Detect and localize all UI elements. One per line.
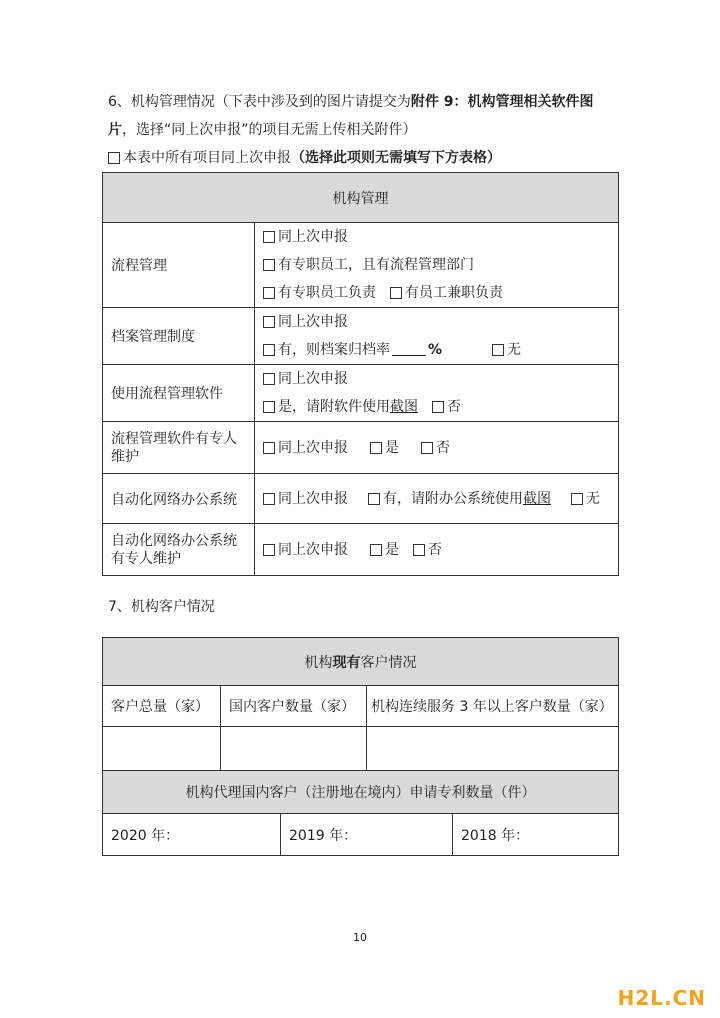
checkbox[interactable] (390, 287, 402, 299)
archive-rate-blank[interactable] (392, 355, 426, 356)
row-label-archive: 档案管理制度 (103, 308, 255, 365)
checkbox[interactable] (263, 231, 275, 243)
all-same-checkbox[interactable] (108, 152, 120, 164)
option-label: 无 (507, 342, 522, 358)
option-label: 同上次申报 (278, 371, 348, 387)
checkbox[interactable] (263, 316, 275, 328)
page-number: 10 (353, 931, 367, 944)
section-6-text: 6、机构管理情况（下表中涉及到的图片请提交为 (108, 94, 411, 110)
checkbox[interactable] (263, 442, 275, 454)
all-same-note: （选择此项则无需填写下方表格） (291, 150, 501, 166)
option-label: 同上次申报 (278, 439, 348, 456)
long-term-clients-value[interactable] (367, 727, 619, 771)
checkbox[interactable] (263, 287, 275, 299)
watermark-logo: H2L.CN (617, 986, 706, 1010)
total-clients-value[interactable] (103, 727, 221, 771)
row-options-process-software (255, 365, 619, 422)
section-6-line-1 (108, 88, 628, 116)
row-label-process-software: 使用流程管理软件 (103, 365, 255, 422)
option-label: 是 (385, 439, 399, 456)
option-label: 否 (436, 439, 450, 456)
attachment-ref-bold: 附件 9：机构管理相关软件图 (410, 94, 594, 110)
checkbox[interactable] (263, 493, 275, 505)
label-line: 有专人维护 (111, 550, 181, 567)
header-text: 机构 (304, 654, 333, 671)
row-label-oa-system: 自动化网络办公系统 (103, 474, 255, 524)
col-total-clients: 客户总量（家） (103, 686, 221, 727)
option-label: 有员工兼职负责 (405, 285, 503, 301)
patent-count-header: 机构代理国内客户（注册地在境内）申请专利数量（件） (103, 771, 619, 814)
checkbox[interactable] (492, 344, 504, 356)
attachment-ref-bold-cont: 片 (108, 122, 122, 138)
header-text: 客户情况 (360, 654, 417, 671)
option-label: 同上次申报 (278, 490, 348, 507)
option-label: 是 (385, 541, 399, 558)
domestic-clients-value[interactable] (221, 727, 367, 771)
col-long-term-clients: 机构连续服务 3 年以上客户数量（家） (367, 686, 619, 727)
row-options-software-maint (255, 422, 619, 474)
option-label: 有专职员工负责 (278, 285, 376, 301)
label-line: 自动化网络办公系统 (111, 532, 237, 549)
row-options-process-mgmt (255, 223, 619, 308)
header-text-bold: 现有 (332, 654, 361, 671)
row-label-software-maint (103, 422, 255, 474)
checkbox[interactable] (263, 373, 275, 385)
option-label: 同上次申报 (278, 541, 348, 558)
row-options-oa-system (255, 474, 619, 524)
table-header: 机构管理 (103, 173, 619, 223)
option-label: 否 (428, 541, 442, 558)
checkbox[interactable] (421, 442, 433, 454)
option-label: 同上次申报 (278, 314, 348, 330)
year-2019-cell[interactable]: 2019 年： (281, 814, 453, 856)
client-table (102, 637, 619, 856)
checkbox[interactable] (432, 401, 444, 413)
checkbox[interactable] (368, 493, 380, 505)
section-6-note: ，选择“同上次申报”的项目无需上传相关附件） (122, 122, 417, 138)
checkbox[interactable] (263, 344, 275, 356)
year-2018-cell[interactable]: 2018 年： (453, 814, 619, 856)
label-line: 维护 (111, 448, 139, 465)
option-label: 无 (586, 490, 600, 507)
all-same-checkbox-row[interactable] (108, 147, 501, 169)
row-label-process-mgmt: 流程管理 (103, 223, 255, 308)
org-management-table (102, 172, 619, 576)
checkbox[interactable] (263, 259, 275, 271)
col-domestic-clients: 国内客户数量（家） (221, 686, 367, 727)
option-label: 有，请附办公系统使用 (383, 490, 523, 507)
checkbox[interactable] (413, 544, 425, 556)
screenshot-link[interactable]: 截图 (390, 399, 418, 415)
checkbox[interactable] (370, 442, 382, 454)
checkbox[interactable] (263, 544, 275, 556)
row-options-oa-maint (255, 524, 619, 576)
row-label-oa-maint (103, 524, 255, 576)
checkbox[interactable] (263, 401, 275, 413)
option-label: 同上次申报 (278, 229, 348, 245)
option-label: 是，请附软件使用 (278, 399, 390, 415)
row-options-archive (255, 308, 619, 365)
option-label: 有，则档案归档率 (278, 342, 390, 358)
screenshot-link[interactable]: 截图 (523, 490, 551, 507)
client-table-header (103, 638, 619, 686)
percent-unit: % (428, 342, 443, 358)
label-line: 流程管理软件有专人 (111, 430, 237, 447)
all-same-label: 本表中所有项目同上次申报 (123, 150, 291, 166)
option-label: 否 (447, 399, 461, 415)
section-6-line-2 (108, 116, 628, 144)
option-label: 有专职员工，且有流程管理部门 (278, 257, 474, 273)
year-2020-cell[interactable]: 2020 年： (103, 814, 281, 856)
checkbox[interactable] (370, 544, 382, 556)
checkbox[interactable] (571, 493, 583, 505)
section-6-intro (108, 88, 628, 144)
section-7-title: 7、机构客户情况 (108, 599, 215, 615)
